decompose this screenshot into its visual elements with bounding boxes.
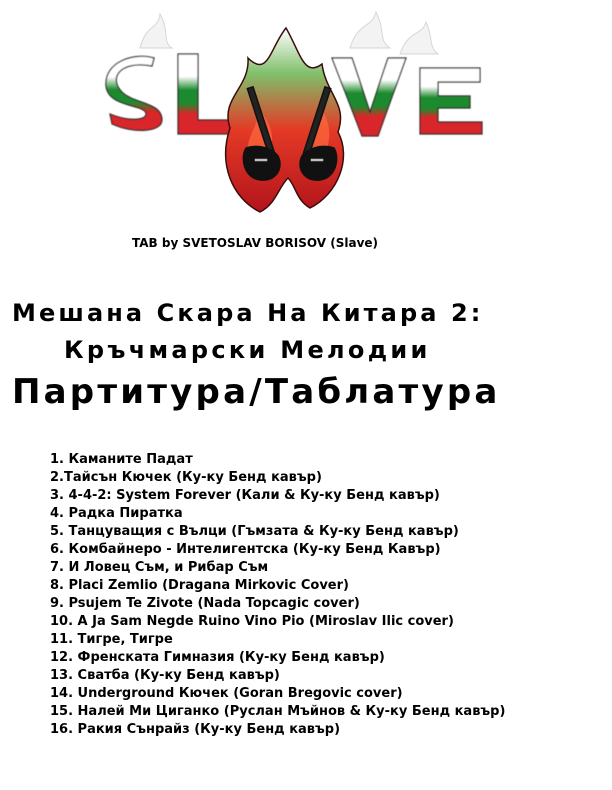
song-item: 6. Комбайнеро - Интелигентска (Ку-ку Бенд Кавър) — [50, 542, 441, 557]
song-item: 3. 4-4-2: System Forever (Кали & Ку-ку Бенд кавър) — [50, 488, 440, 503]
song-item: 7. И Ловец Съм, и Рибар Съм — [50, 560, 269, 575]
song-item: 13. Сватба (Ку-ку Бенд кавър) — [50, 668, 280, 683]
title-line-2: Кръчмарски Мелодии — [64, 336, 431, 364]
song-item: 11. Тигре, Тигре — [50, 632, 173, 647]
tab-credit: TAB by SVETOSLAV BORISOV (Slave) — [132, 236, 379, 250]
flame-icon — [226, 28, 344, 212]
song-list — [50, 451, 505, 739]
song-item: 4. Радка Пиратка — [50, 506, 183, 521]
title-line-1: Мешана Скара На Китара 2: — [12, 299, 484, 327]
slave-logo — [100, 8, 485, 230]
song-item: 10. A Ja Sam Negde Ruino Vino Pio (Miroslav Ilic cover) — [50, 614, 454, 629]
song-item: 12. Френската Гимназия (Ку-ку Бенд кавър) — [50, 650, 385, 665]
song-item: 1. Каманите Падат — [50, 452, 193, 467]
title-line-3: Партитура/Таблатура — [12, 372, 501, 412]
song-item: 14. Underground Кючек (Goran Bregovic cover) — [50, 686, 403, 701]
song-item: 16. Ракия Сънрайз (Ку-ку Бенд кавър) — [50, 722, 341, 737]
song-item: 15. Налей Ми Циганко (Руслан Мъйнов & Ку-ку Бенд кавър) — [50, 704, 506, 719]
song-item: 9. Psujem Te Zivote (Nada Topcagic cover) — [50, 596, 360, 611]
song-item: 8. Placi Zemlio (Dragana Mirkovic Cover) — [50, 578, 349, 593]
song-item: 2.Тайсън Кючек (Ку-ку Бенд кавър) — [50, 470, 322, 485]
song-item: 5. Танцуващия с Вълци (Гъмзата & Ку-ку Бенд кавър) — [50, 524, 459, 539]
